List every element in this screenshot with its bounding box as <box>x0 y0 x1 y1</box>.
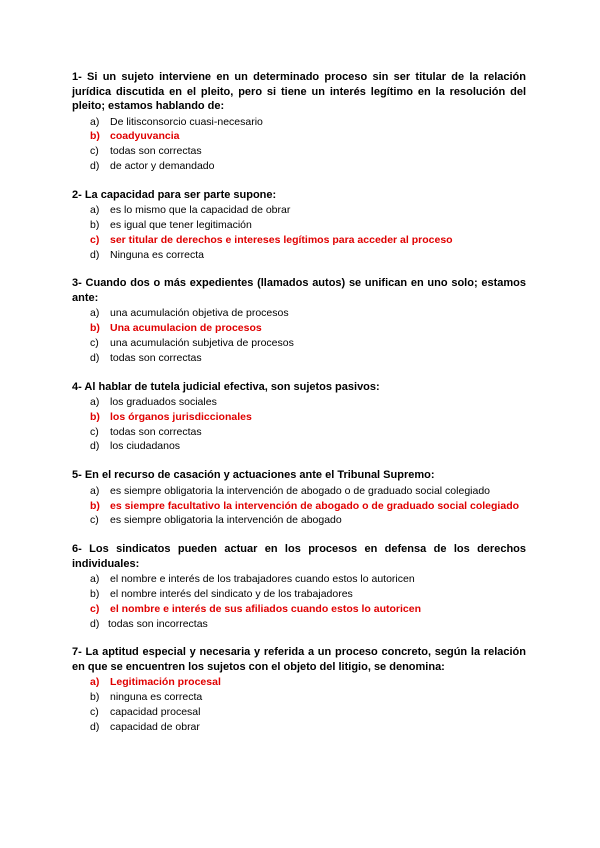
options-list <box>72 675 526 734</box>
option-d: d) los ciudadanos <box>90 440 181 453</box>
option-b: b) el nombre interés del sindicato y de los trabajadores <box>90 587 353 600</box>
option-b-correct: b) coadyuvancia <box>90 130 180 143</box>
option-c: c) capacidad procesal <box>90 705 201 718</box>
option-b-correct: b) es siempre facultativo la intervención de abogado o de graduado social colegiado <box>90 499 520 512</box>
option-c: c) todas son correctas <box>90 145 202 158</box>
question-text: 1- Si un sujeto interviene en un determinado proceso sin ser titular de la relación jurídica discutida en el pleito, pero si tiene un interés legítimo en la resolución del pleito; estamos hablando de: <box>72 71 526 112</box>
option-b: b) ninguna es correcta <box>90 691 203 704</box>
question-2 <box>72 188 526 263</box>
option-d: d) Ninguna es correcta <box>90 248 204 261</box>
option-c: c) es siempre obligatoria la intervención de abogado <box>90 514 342 527</box>
question-1 <box>72 70 526 174</box>
option-a: a) una acumulación objetiva de procesos <box>90 307 289 320</box>
question-text: 6- Los sindicatos pueden actuar en los procesos en defensa de los derechos individuales: <box>72 543 526 570</box>
options-list <box>72 395 526 454</box>
option-a: a) De litisconsorcio cuasi-necesario <box>90 115 263 128</box>
option-b: b) es igual que tener legitimación <box>90 218 252 231</box>
option-a: a) es siempre obligatoria la intervención de abogado o de graduado social colegiado <box>90 484 491 497</box>
options-list <box>72 203 526 262</box>
option-d: d) todas son incorrectas <box>90 617 208 630</box>
question-text: 7- La aptitud especial y necesaria y referida a un proceso concreto, según la relación en que se encuentren los sujetos con el objeto del litigio, se denomina: <box>72 646 526 673</box>
question-text: 4- Al hablar de tutela judicial efectiva, son sujetos pasivos: <box>72 380 380 393</box>
question-3 <box>72 276 526 365</box>
question-4 <box>72 380 526 455</box>
option-a: a) los graduados sociales <box>90 396 217 409</box>
option-b-correct: b) los órganos jurisdiccionales <box>90 410 252 423</box>
question-text: 5- En el recurso de casación y actuaciones ante el Tribunal Supremo: <box>72 469 435 482</box>
options-list <box>72 115 526 174</box>
option-a-correct: a) Legitimación procesal <box>90 676 221 689</box>
option-d: d) capacidad de obrar <box>90 720 200 733</box>
question-5 <box>72 468 526 528</box>
question-7 <box>72 645 526 734</box>
option-c: c) todas son correctas <box>90 425 202 438</box>
question-text: 2- La capacidad para ser parte supone: <box>72 188 277 201</box>
option-a: a) es lo mismo que la capacidad de obrar <box>90 204 291 217</box>
option-d: d) todas son correctas <box>90 351 202 364</box>
option-d: d) de actor y demandado <box>90 159 215 172</box>
question-6 <box>72 542 526 631</box>
question-text: 3- Cuando dos o más expedientes (llamados autos) se unifican en uno solo; estamos ante: <box>72 277 526 304</box>
options-list <box>72 572 526 631</box>
option-b-correct: b) Una acumulacion de procesos <box>90 322 262 335</box>
option-c: c) una acumulación subjetiva de procesos <box>90 336 294 349</box>
option-c-correct: c) el nombre e interés de sus afiliados cuando estos lo autoricen <box>90 602 422 615</box>
option-c-correct: c) ser titular de derechos e intereses legítimos para acceder al proceso <box>90 233 453 246</box>
options-list <box>72 484 526 528</box>
option-a: a) el nombre e interés de los trabajadores cuando estos lo autoricen <box>90 573 415 586</box>
options-list <box>72 306 526 365</box>
